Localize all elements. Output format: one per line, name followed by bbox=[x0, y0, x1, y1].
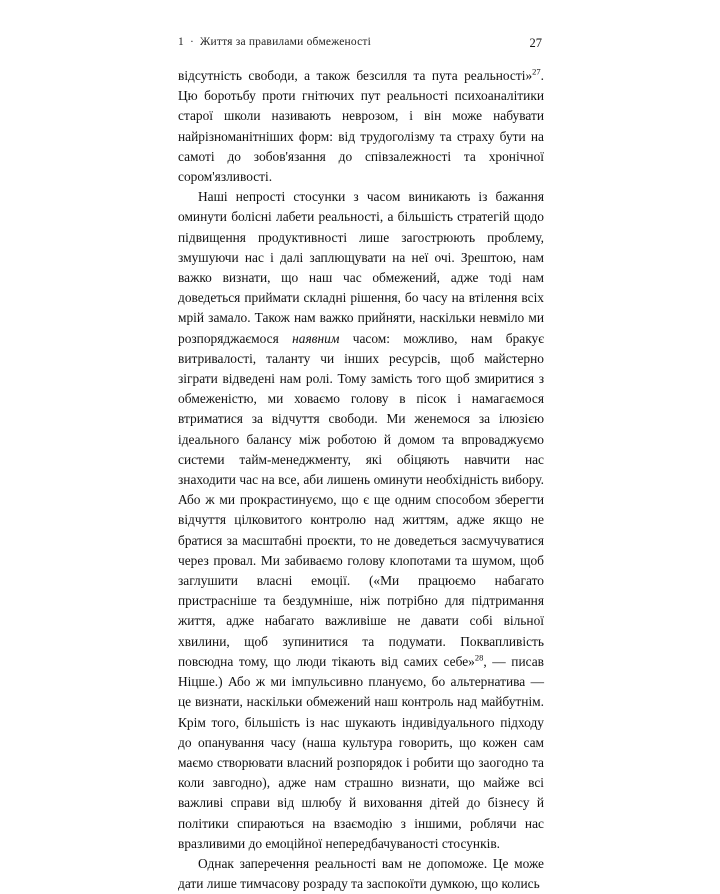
paragraph-continuation: відсутність свободи, а також безсилля та пута реальності»$^{27}$. Цю боротьбу проти гнітючих пут реальності психоаналітики старої школи називають неврозом, і він може набувати найрізноманітніших форм: від трудоголізму та страху бути на самоті до зобов'язання до співзалежності та хронічної сором'язливості. bbox=[178, 66, 544, 185]
running-head-chapter-title: Життя за правилами обмеженості bbox=[199, 36, 372, 48]
paragraph: Наші непрості стосунки з часом виникають із бажання оминути болісні лабети реальності, а більшість стратегій щодо підвищення продуктивності лише загострюють проблему, змушуючи нас і далі заплющувати на неї очі. Зрештою, нам важко визнати, що наш час обмежений, адже тоді нам доведеться приймати складні рішення, бо часу на втілення всіх мрій замало. Також нам важко прийняти, наскільки невміло ми розпоряджаємося наявним часом: можливо, нам бракує витривалості, таланту чи інших ресурсів, щоб майстерно зіграти відведені нам ролі. Тому замість того щоб змиритися з обмеженістю, ми ховаємо голову в пісок і намагаємося втриматися за відчуття свободи. Ми женемося за ілюзією ідеального балансу між роботою й домом та впроваджуємо системи тайм-менеджменту, які обіцяють навчити нас знаходити час на все, аби лишень оминути необхідність вибору. Або ж ми прокрастинуємо, що є ще одним способом зберегти відчуття цілковитого контролю над життям, адже якщо не братися за масштабні проєкти, то не доведеться засмучуватися через провал. Ми забиваємо голову клопотами та шумом, щоб заглушити власні емоції. («Ми працюємо набагато пристрасніше та бездумніше, ніж потрібно для підтримання життя, адже набагато важливіше не давати собі вільної хвилини, щоб зупинитися та подумати. Поквапливість повсюдна тому, що люди тікають від самих себе»$^{28}$, — писав Ніцше.) Або ж ми імпульсивно плануємо, бо альтернатива — це визнати, наскільки обмежений наш контроль над майбутнім. Крім того, більшість із нас шукають індивідуального підходу до опанування часу (наша культура говорить, що кожен сам маємо створювати власний розпорядок і робити що заогодно та коли завгодно), адже нам страшно визнати, що майже всі важливі справи від шлюбу й виховання дітей до бізнесу й політики спираються на взаємодію з іншими, роблячи нас вразливими до емоційної непередбачуваності стосунків. bbox=[178, 189, 544, 851]
running-head-chapter-number: 1 bbox=[178, 36, 184, 48]
paragraph: Однак заперечення реальності вам не допоможе. Це може дати лише тимчасову розраду та заспокоїти думкою, що колись bbox=[178, 855, 544, 892]
body-text bbox=[178, 66, 544, 894]
running-head-separator: · bbox=[189, 36, 194, 48]
page-number: 27 bbox=[529, 36, 542, 50]
running-head bbox=[178, 36, 542, 52]
